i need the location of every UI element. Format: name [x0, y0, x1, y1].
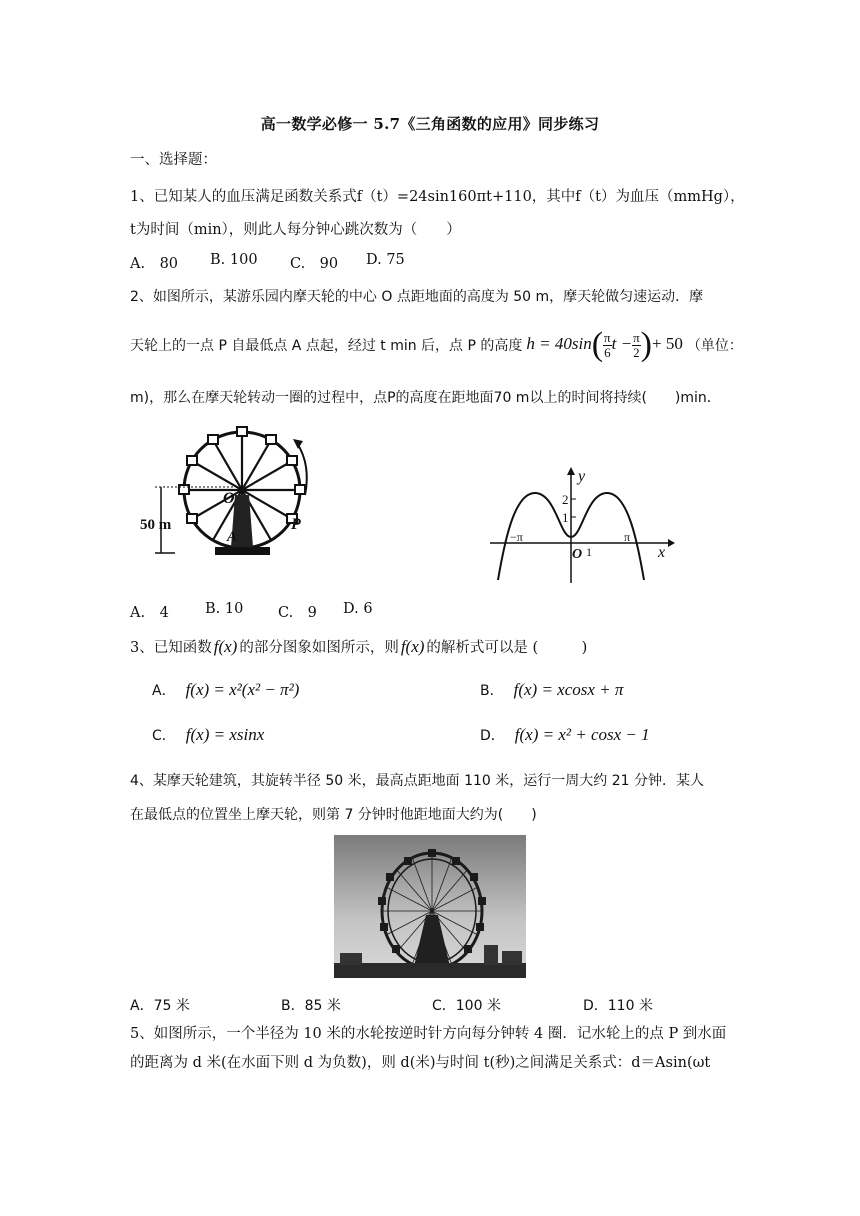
height-label: 50 m — [140, 517, 172, 533]
tick-x-pi: π — [624, 530, 631, 544]
q1-option-d: D. 75 — [366, 252, 405, 268]
q2-formula — [526, 328, 682, 362]
q2-line2-text: 天轮上的一点 P 自最低点 A 点起，经过 t min 后，点 P 的高度 — [130, 338, 523, 354]
rotation-arrow-head — [293, 439, 303, 449]
q3-option-d-label: D． — [480, 728, 505, 744]
frac2-numerator: π — [633, 329, 640, 345]
formula-lhs: h = 40sin — [526, 333, 592, 353]
point-a-label: A — [227, 529, 238, 545]
formula-tail: + 50 — [651, 333, 683, 353]
frac2-denominator: 2 — [633, 344, 640, 360]
q2-option-c: C. 9 — [278, 605, 317, 621]
tick-y-1: 1 — [562, 510, 569, 525]
frac1-numerator: π — [604, 329, 611, 345]
y-axis-arrow — [567, 467, 575, 475]
q3-option-a — [152, 680, 299, 700]
q3-option-a-label: A． — [152, 683, 176, 699]
ferris-wheel-figure — [135, 425, 315, 565]
q3-option-d — [480, 725, 650, 745]
q1-line1: 1、已知某人的血压满足函数关系式f（t）=24sin160πt+110，其中f（t）为血压（mmHg）， — [130, 189, 745, 205]
q4-option-b: B．85 米 — [281, 998, 341, 1014]
q3-option-a-expr: f(x) = x²(x² − π²) — [185, 680, 300, 699]
q4-line2: 在最低点的位置坐上摩天轮，则第 7 分钟时他距地面大约为( ) — [130, 807, 537, 823]
tick-x-1: 1 — [586, 545, 592, 559]
q3-option-c-expr: f(x) = xsinx — [185, 725, 265, 744]
q2-line1: 2、如图所示，某游乐园内摩天轮的中心 O 点距地面的高度为 50 m，摩天轮做匀速运动．摩 — [130, 289, 704, 305]
q3-fx-2: f(x) — [400, 636, 425, 656]
frac1-denominator: 6 — [604, 344, 611, 360]
section-heading: 一、选择题： — [130, 152, 217, 168]
q3-option-b-expr: f(x) = xcosx + π — [513, 680, 624, 699]
q3-text-mid: 的部分图象如图所示，则 — [239, 640, 399, 656]
center-label: O — [223, 490, 235, 507]
q5-line2: 的距离为 d 米(在水面下则 d 为负数)，则 d(米)与时间 t(秒)之间满足关系式：d＝Asin(ωt — [130, 1055, 711, 1071]
q3-option-b — [480, 680, 623, 700]
q3-option-c — [152, 725, 264, 745]
q2-line2 — [130, 328, 743, 362]
q2-option-a: A. 4 — [130, 605, 169, 621]
q3-option-b-label: B． — [480, 683, 504, 699]
q2-line3: m)，那么在摩天轮转动一圈的过程中，点P的高度在距地面70 m以上的时间将持续( )min． — [130, 390, 721, 406]
x-axis-label: x — [658, 544, 666, 561]
formula-t: t − — [611, 333, 633, 353]
point-p-label: P — [291, 516, 301, 533]
q3-text-pre: 3、已知函数 — [130, 640, 212, 656]
q1-line2: t为时间（min），则此人每分钟心跳次数为（ ） — [130, 222, 461, 238]
q3-option-c-label: C． — [152, 728, 176, 744]
page-title: 高一数学必修一 5.7《三角函数的应用》同步练习 — [260, 115, 600, 133]
formula-paren-close: ) — [640, 326, 652, 363]
formula-fraction-2 — [632, 331, 641, 360]
q1-option-b: B. 100 — [210, 252, 258, 268]
tick-y-2: 2 — [562, 492, 569, 507]
wheel-base — [215, 547, 270, 555]
ferris-wheel-photo — [334, 835, 526, 978]
q3-stem — [130, 636, 587, 657]
y-axis-label: y — [578, 468, 586, 485]
q2-option-d: D. 6 — [343, 601, 373, 617]
x-axis-arrow — [668, 539, 675, 547]
q2-option-b: B. 10 — [205, 601, 244, 617]
q4-option-a: A．75 米 — [130, 998, 190, 1014]
q4-option-c: C．100 米 — [432, 998, 501, 1014]
tick-x-neg-pi: −π — [510, 530, 523, 544]
q3-option-d-expr: f(x) = x² + cosx − 1 — [514, 725, 650, 744]
formula-paren-open: ( — [591, 326, 604, 363]
q2-line2-post: （单位： — [686, 338, 743, 354]
q3-fx-1: f(x) — [213, 636, 238, 656]
function-graph — [490, 465, 675, 585]
q4-line1: 4、某摩天轮建筑，其旋转半径 50 米，最高点距地面 110 米，运行一周大约 21 分钟．某人 — [130, 773, 704, 789]
formula-fraction-1 — [603, 331, 612, 360]
origin-label: O — [572, 547, 583, 562]
q3-text-post: 的解析式可以是 ( ) — [426, 640, 588, 656]
q1-option-a: A. 80 — [130, 256, 179, 272]
q5-line1: 5、如图所示，一个半径为 10 米的水轮按逆时针方向每分钟转 4 圈．记水轮上的点 P 到水面 — [130, 1026, 727, 1042]
q4-option-d: D．110 米 — [583, 998, 653, 1014]
q1-option-c: C. 90 — [290, 256, 339, 272]
